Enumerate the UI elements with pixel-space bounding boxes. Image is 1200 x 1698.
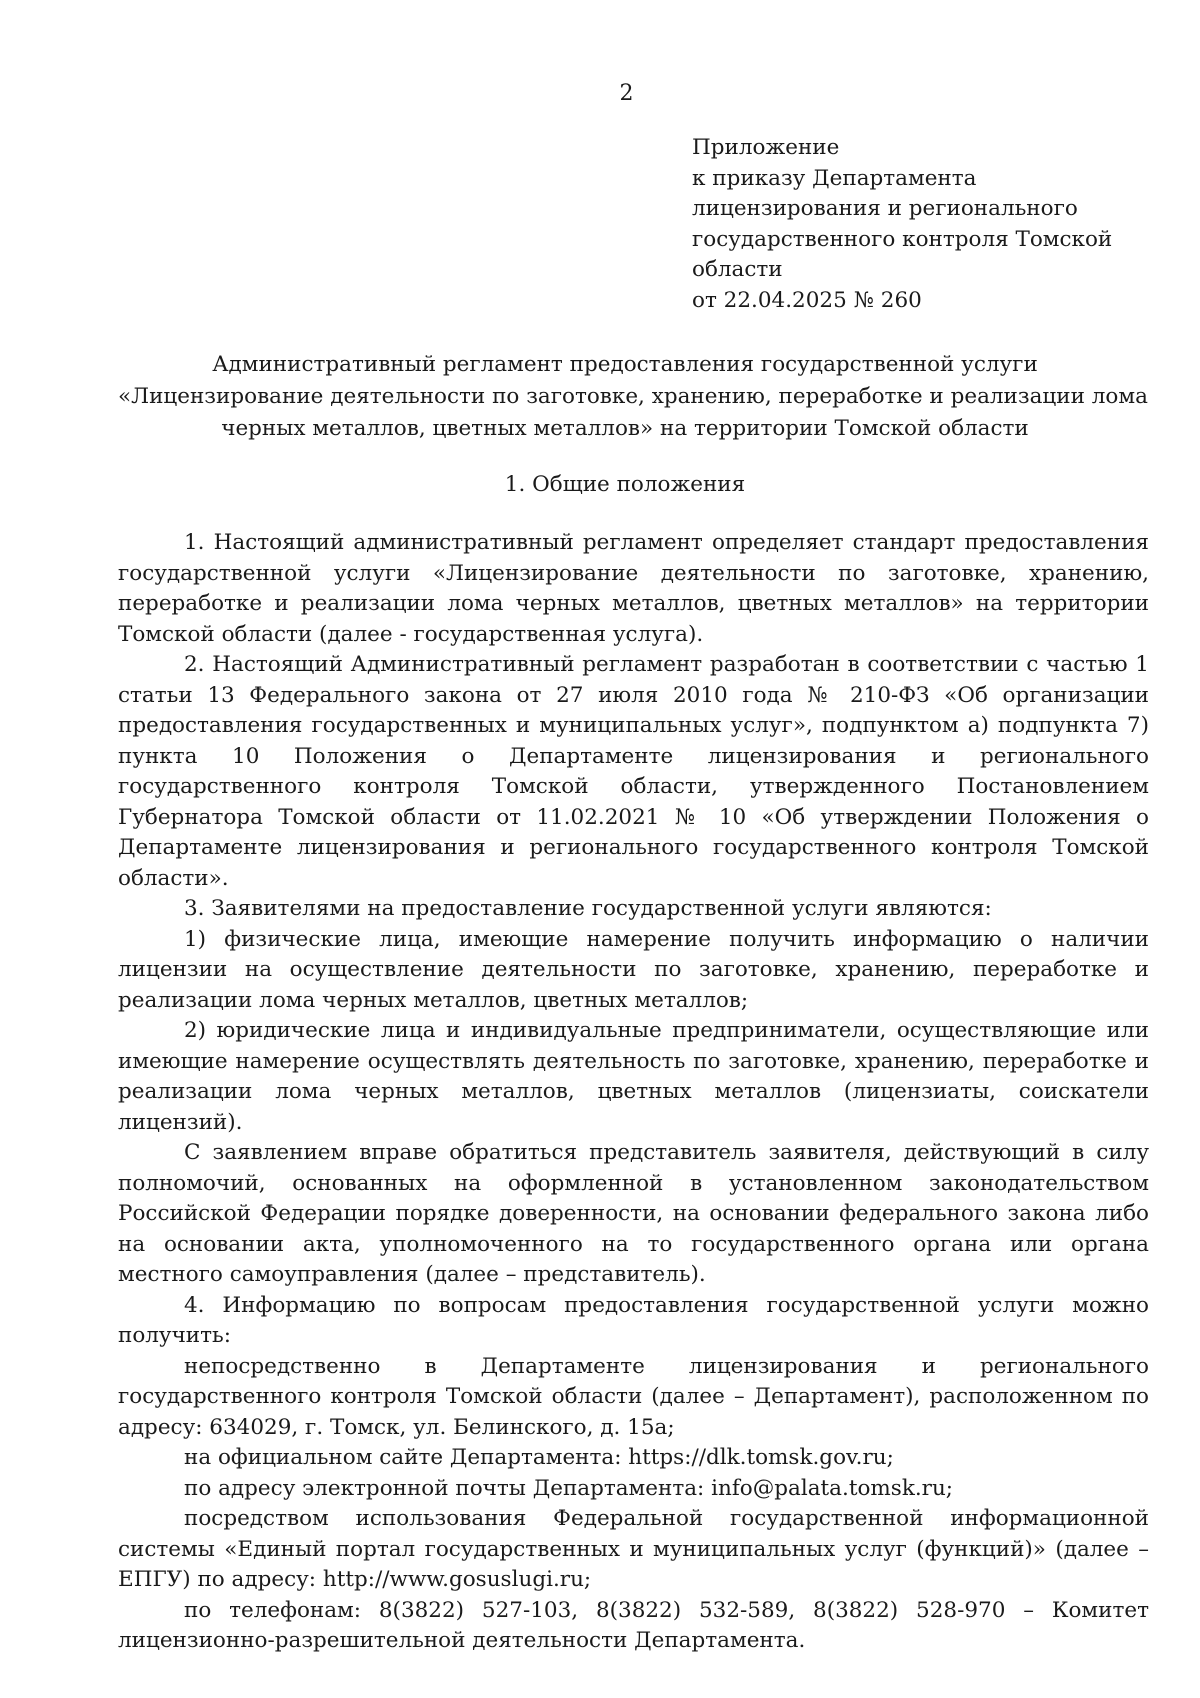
title-line: Административный регламент предоставления государственной услуги [212,352,1038,377]
appendix-line: к приказу Департамента [692,165,977,191]
section-heading: 1. Общие положения [504,472,746,497]
appendix-line: лицензирования и регионального [692,196,1078,221]
appendix-block [692,133,1162,316]
body-text [118,528,1149,1657]
page-number: 2 [619,81,634,106]
document-title [118,349,1148,445]
appendix-line: государственного контроля Томской [692,226,1113,252]
paragraph: 1. Настоящий административный регламент определяет стандарт предоставления государственной услуги «Лицензирование деятельности по заготовке, хранению, переработке и реализации лома черных металлов, цветных металлов» на территории Томской области (далее - государственная услуга). [118,530,1149,647]
paragraph: 1) физические лица, имеющие намерение получить информацию о наличии лицензии на осуществление деятельности по заготовке, хранению, переработке и реализации лома черных металлов, цветных металлов; [118,926,1149,1013]
paragraph: на официальном сайте Департамента: https://dlk.tomsk.gov.ru; [184,1445,894,1470]
paragraph: 2) юридические лица и индивидуальные предприниматели, осуществляющие или имеющие намерение осуществлять деятельность по заготовке, хранению, переработке и реализации лома черных металлов, цветных металлов (лицензиаты, соискатели лицензий). [118,1018,1149,1135]
appendix-line: области [692,257,783,282]
paragraph: по адресу электронной почты Департамента: info@palata.tomsk.ru; [184,1475,954,1501]
paragraph: 4. Информацию по вопросам предоставления государственной услуги можно получить: [118,1292,1149,1348]
paragraph: С заявлением вправе обратиться представитель заявителя, действующий в силу полномочий, основанных на оформленной в установленном законодательством Российской Федерации порядке доверенности, на основании федерального закона либо на основании акта, уполномоченного на то государственного органа или органа местного самоуправления (далее – представитель). [118,1140,1149,1287]
appendix-line: от 22.04.2025 № 260 [692,287,922,313]
paragraph: по телефонам: 8(3822) 527-103, 8(3822) 532-589, 8(3822) 528-970 – Комитет лицензионно-разрешительной деятельности Департамента. [118,1597,1149,1653]
title-line: «Лицензирование деятельности по заготовке, хранению, переработке и реализации лома [118,384,1148,409]
paragraph: 2. Настоящий Административный регламент разработан в соответствии с частью 1 статьи 13 Федерального закона от 27 июля 2010 года № 210-ФЗ «Об организации предоставления государственных и муниципальных услуг», подпунктом а) подпункта 7) пункта 10 Положения о Департаменте лицензирования и регионального государственного контроля Томской области, утвержденного Постановлением Губернатора Томской области от 11.02.2021 № 10 «Об утверждении Положения о Департаменте лицензирования и регионального государственного контроля Томской области». [118,652,1149,891]
paragraph: непосредственно в Департаменте лицензирования и регионального государственного контроля Томской области (далее – Департамент), расположенном по адресу: 634029, г. Томск, ул. Белинского, д. 15а; [118,1353,1149,1440]
paragraph: 3. Заявителями на предоставление государственной услуги являются: [184,896,992,921]
title-line: черных металлов, цветных металлов» на территории Томской области [221,416,1029,441]
paragraph: посредством использования Федеральной государственной информационной системы «Единый портал государственных и муниципальных услуг (функций)» (далее – ЕПГУ) по адресу: http://www.gosuslugi.ru; [118,1506,1149,1592]
appendix-line: Приложение [692,135,840,160]
